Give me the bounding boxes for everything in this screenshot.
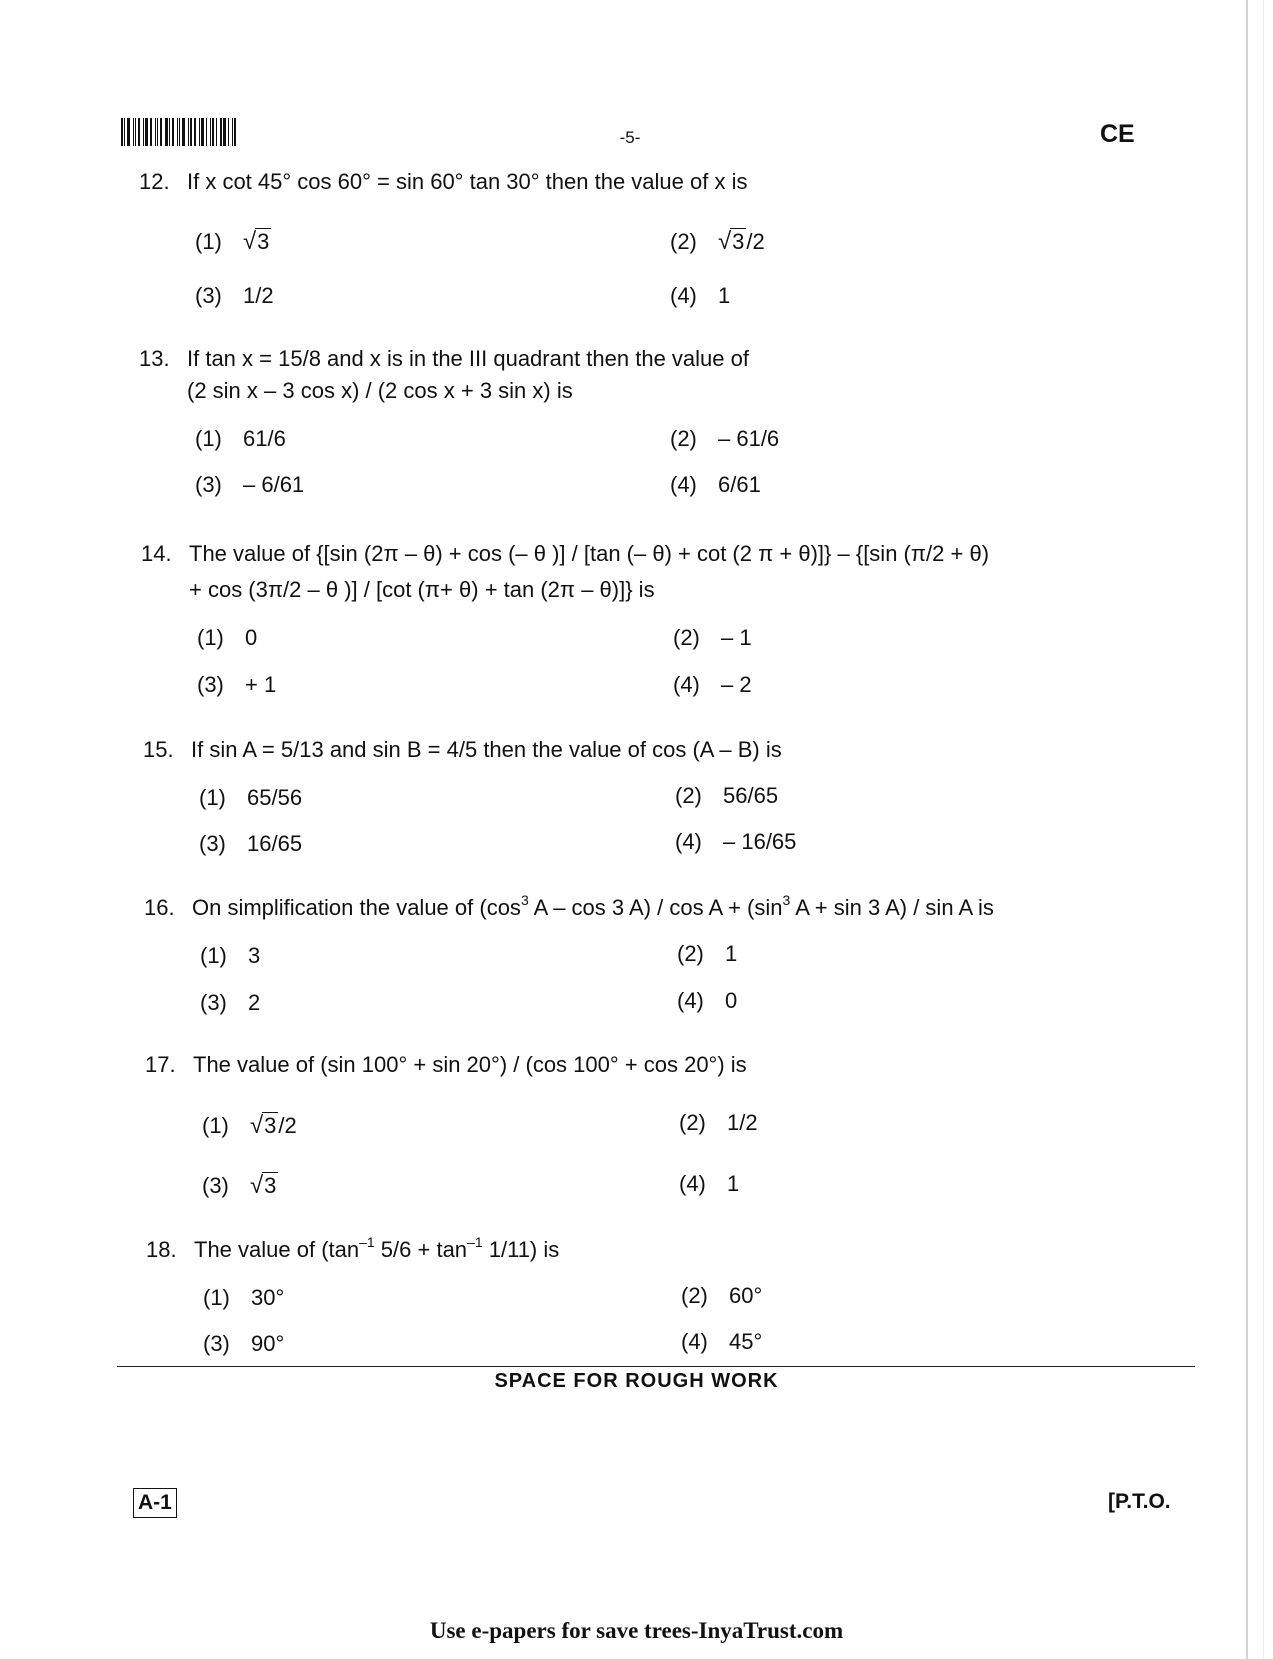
option-q14-3: (3) + 1 <box>197 672 277 697</box>
option-q14-2: (2) – 1 <box>673 625 752 650</box>
barcode-bar <box>157 118 158 146</box>
question-14 <box>141 538 989 570</box>
rough-work-divider <box>117 1366 1195 1367</box>
option-q14-4: (4) – 2 <box>673 672 752 697</box>
barcode-bar <box>145 118 148 146</box>
barcode-bar <box>212 118 214 146</box>
barcode-bar <box>124 118 125 146</box>
pto-label: [P.T.O. <box>1108 1490 1171 1513</box>
question-number: 18. <box>146 1237 177 1262</box>
sqrt-expression: √3 <box>250 1172 277 1199</box>
barcode-bar <box>121 118 123 146</box>
page-number: -5- <box>619 128 641 147</box>
question-text: If tan x = 15/8 and x is in the III quadrant then the value of <box>187 346 749 371</box>
barcode-bar <box>194 118 196 146</box>
question-number: 13. <box>139 346 170 371</box>
barcode-bar <box>199 118 200 146</box>
barcode-bar <box>188 118 189 146</box>
question-18: 18. The value of ($\tan^{-1}$ $5/6 + \tan^{-1} 1/11$) is <box>146 1234 559 1266</box>
barcode-bar <box>223 118 226 146</box>
barcode-bar <box>169 118 170 146</box>
question-number: 16. <box>144 895 175 920</box>
barcode-bar <box>155 118 156 146</box>
scan-edge-line <box>1246 0 1248 1659</box>
sqrt-expression: √3 <box>250 1112 277 1139</box>
option-q17-3: (3) √3 <box>202 1170 278 1202</box>
question-15 <box>143 734 782 766</box>
sqrt-expression: √3 <box>718 228 745 255</box>
question-number: 17. <box>145 1052 176 1077</box>
barcode-bar <box>133 118 134 146</box>
barcode-bar <box>150 118 152 146</box>
watermark: Use e-papers for save trees-InyaTrust.com <box>429 1618 844 1643</box>
question-text: If x cot 45° cos 60° = sin 60° tan 30° then the value of x is <box>187 169 748 194</box>
option-q13-2: (2) – 61/6 <box>670 426 780 451</box>
option-q13-3: (3) – 6/61 <box>195 472 305 497</box>
option-q16-3: (3) 2 <box>200 990 261 1015</box>
barcode-bar <box>232 118 233 146</box>
barcode-bar <box>206 118 207 146</box>
option-q15-2: (2) 56/65 <box>675 783 779 808</box>
option-q16-4: (4) 0 <box>677 988 738 1013</box>
option-q16-1: (1) 3 <box>200 943 261 968</box>
option-q18-2: (2) 60° <box>681 1283 763 1308</box>
option-q14-1: (1) 0 <box>197 625 258 650</box>
scan-edge-line <box>1263 0 1264 1659</box>
option-q12-4: (4) 1 <box>670 283 731 308</box>
booklet-code: A-1 <box>133 1488 177 1518</box>
option-q17-1: (1) √3/2 <box>202 1110 297 1142</box>
barcode-bar <box>234 118 236 146</box>
question-14-line2: + cos (3π/2 – θ )] / [cot (π+ θ) + tan (2π – θ)]} is <box>189 577 655 602</box>
option-q12-1: (1) √3 <box>195 226 271 258</box>
option-q13-1: (1) 61/6 <box>195 426 286 451</box>
option-q15-3: (3) 16/65 <box>199 831 303 856</box>
question-text: The value of {[sin (2π – θ) + cos (– θ )] / [tan (– θ) + cot (2 π + θ)]} – {[sin (π/2 + θ) <box>189 541 990 566</box>
question-number: 14. <box>141 541 172 566</box>
option-q18-1: (1) 30° <box>203 1285 285 1310</box>
barcode-bar <box>210 118 211 146</box>
barcode-bar <box>172 118 174 146</box>
sqrt-expression: √3 <box>243 228 270 255</box>
option-q17-2: (2) 1/2 <box>679 1110 758 1135</box>
option-q12-3: (3) 1/2 <box>195 283 274 308</box>
question-17 <box>145 1049 747 1081</box>
barcode-bar <box>228 118 229 146</box>
option-q18-3: (3) 90° <box>203 1331 285 1356</box>
barcode-bar <box>160 118 162 146</box>
barcode-bar <box>179 118 180 146</box>
barcode-bar <box>143 118 144 146</box>
barcode-bar <box>182 118 185 146</box>
option-q16-2: (2) 1 <box>677 941 738 966</box>
question-16: 16. On simplification the value of ($\cos^3$ A – cos 3 $A) / \cos A + (\sin^3$ A + sin 3 A) / sin A is <box>144 892 994 924</box>
question-number: 12. <box>139 169 170 194</box>
barcode <box>121 118 238 146</box>
question-text: If sin A = 5/13 and sin B = 4/5 then the value of cos (A – B) is <box>191 737 782 762</box>
question-13 <box>139 343 749 375</box>
option-q17-4: (4) 1 <box>679 1171 740 1196</box>
question-13-line2: (2 sin x – 3 cos x) / (2 cos x + 3 sin x) is <box>187 378 573 403</box>
barcode-bar <box>127 118 130 146</box>
barcode-bar <box>201 118 204 146</box>
barcode-bar <box>216 118 217 146</box>
option-q15-4: (4) – 16/65 <box>675 829 797 854</box>
barcode-bar <box>220 118 222 146</box>
option-q15-1: (1) 65/56 <box>199 785 303 810</box>
barcode-bar <box>177 118 178 146</box>
rough-work-label: SPACE FOR ROUGH WORK <box>494 1370 779 1392</box>
set-code: CE <box>1100 120 1135 148</box>
option-q18-4: (4) 45° <box>681 1329 763 1354</box>
barcode-bar <box>165 118 168 146</box>
question-text: The value of (sin 100° + sin 20°) / (cos 100° + cos 20°) is <box>193 1052 747 1077</box>
option-q12-2: (2) √3/2 <box>670 226 765 258</box>
barcode-bar <box>135 118 136 146</box>
question-12 <box>139 166 747 198</box>
barcode-bar <box>138 118 140 146</box>
option-q13-4: (4) 6/61 <box>670 472 761 497</box>
question-number: 15. <box>143 737 174 762</box>
barcode-bar <box>190 118 192 146</box>
